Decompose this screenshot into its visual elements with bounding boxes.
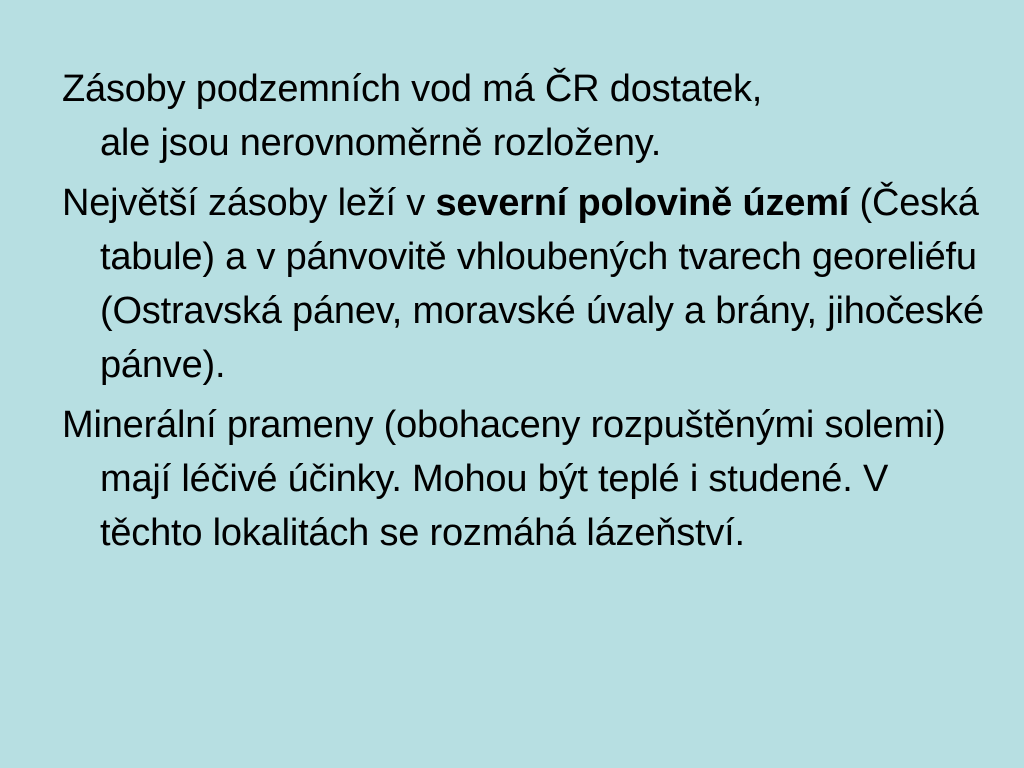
paragraph-1-line-1: Zásoby podzemních vod má ČR dostatek, — [62, 68, 763, 110]
paragraph-2-text-start: Největší zásoby leží v — [62, 182, 436, 224]
paragraph-1-line-2: ale jsou nerovnoměrně rozloženy. — [100, 122, 662, 164]
paragraph-2-bold-emphasis: severní polovině území — [435, 182, 850, 224]
paragraph-3-text: Minerální prameny (obohaceny rozpuštěnými solemi) mají léčivé účinky. Mohou být teplé i studené. V těchto lokalitách se rozmáhá lázeňství. — [62, 404, 946, 554]
slide-body — [62, 62, 992, 566]
paragraph-mineral-springs — [62, 398, 992, 560]
paragraph-groundwater-reserves — [62, 62, 992, 170]
paragraph-largest-reserves — [62, 176, 992, 392]
paragraph-2-text-end: (Česká tabule) a v pánvovitě vhloubených tvarech georeliéfu (Ostravská pánev, moravské úvaly a brány, jihočeské pánve). — [100, 182, 984, 386]
